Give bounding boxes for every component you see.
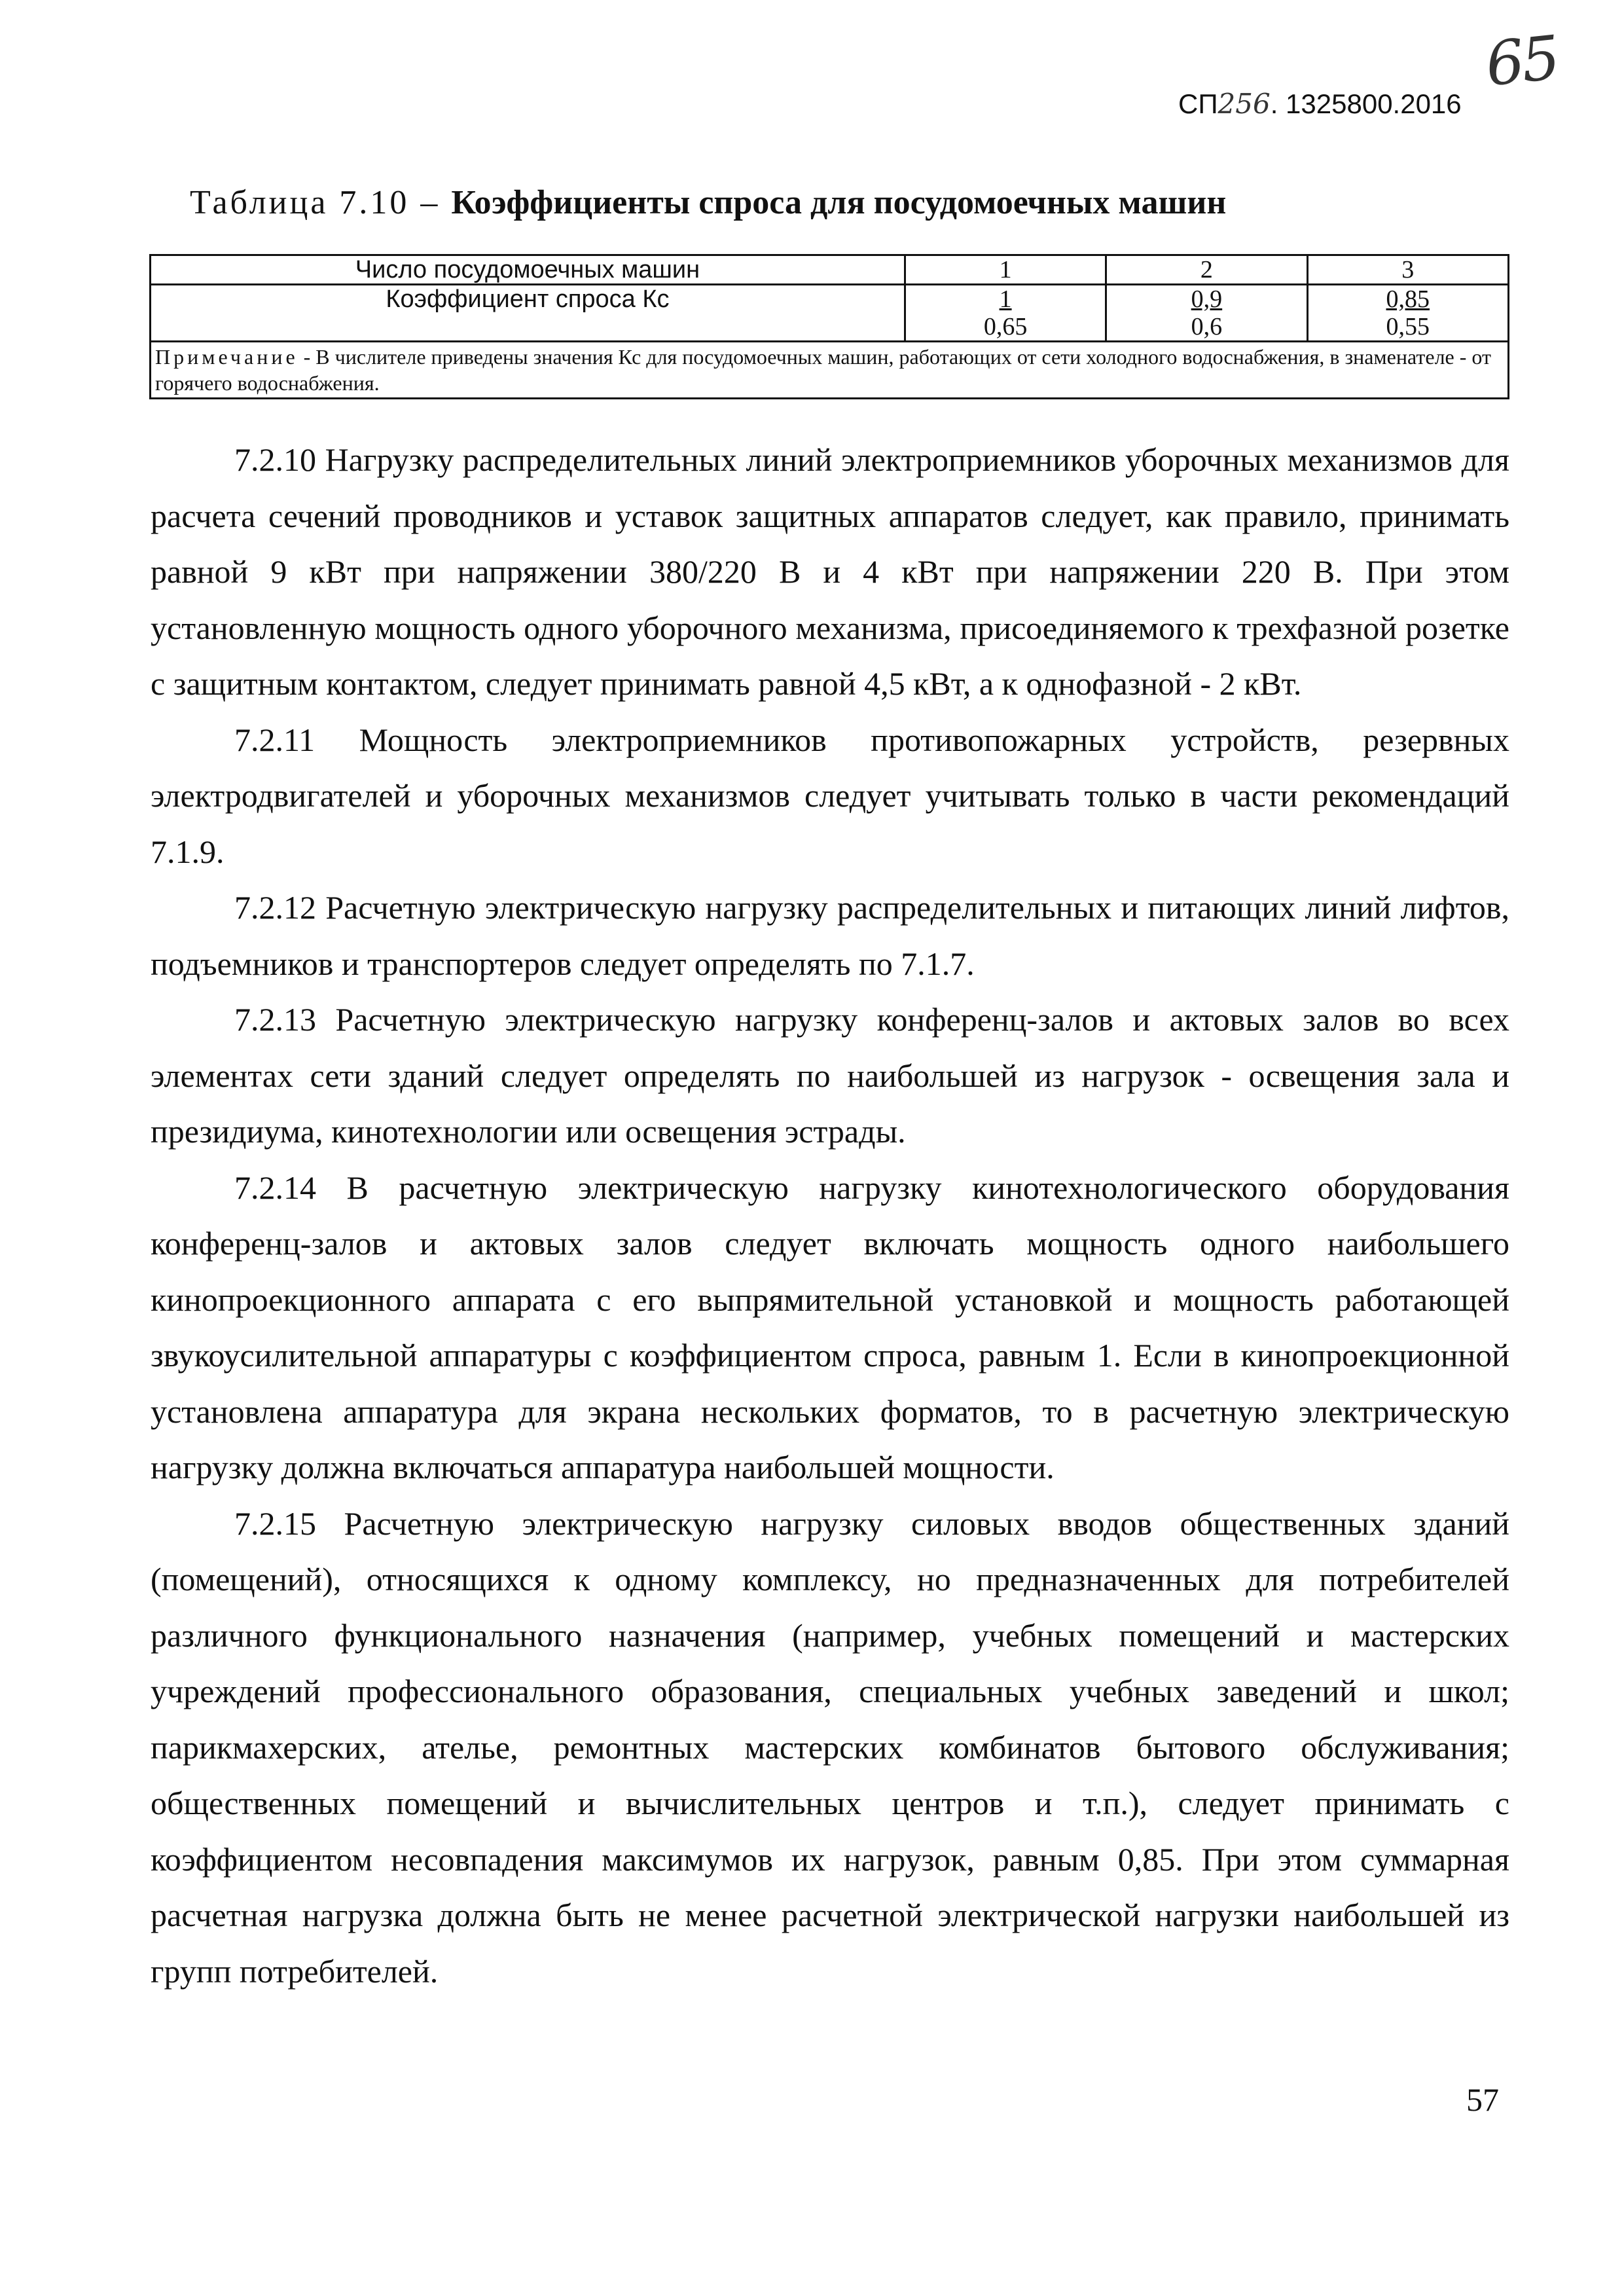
paragraph-7-2-12: 7.2.12 Расчетную электрическую нагрузку распределительных и питающих линий лифтов, подъемников и транспортеров следует определять по 7.1.7. — [151, 889, 1509, 982]
table-cell-label: Коэффициент спроса Кс — [151, 285, 905, 342]
table-caption — [190, 183, 1226, 222]
document-code-handwritten: 256 — [1218, 88, 1271, 120]
document-code-suffix: . 1325800.2016 — [1270, 88, 1462, 119]
table-cell-fraction — [905, 285, 1106, 342]
table-cell-fraction — [1307, 285, 1508, 342]
fraction-denominator: 0,55 — [1386, 313, 1430, 340]
fraction-numerator: 0,85 — [1386, 285, 1430, 313]
table-cell: 2 — [1106, 255, 1307, 285]
fraction-numerator: 0,9 — [1191, 285, 1223, 313]
document-code — [1178, 88, 1462, 120]
fraction-numerator: 1 — [999, 285, 1012, 313]
fraction — [1191, 285, 1223, 340]
table-caption-prefix: Таблица 7.10 – — [190, 184, 452, 221]
table-note — [151, 342, 1509, 399]
table-cell: 3 — [1307, 255, 1508, 285]
table-caption-title: Коэффициенты спроса для посудомоечных машин — [451, 184, 1227, 221]
paragraph-7-2-14: 7.2.14 В расчетную электрическую нагрузку кинотехнологического оборудования конференц-залов и актовых залов следует включать мощность одного наибольшего кинопроекционного аппарата с его выпрямительной установкой и мощность работающей звукоусилительной аппаратуры с коэффициентом спроса, равным 1. Если в кинопроекционной установлена аппаратура для экрана нескольких форматов, то в расчетную электрическую нагрузку должна включаться аппаратура наибольшей мощности. — [151, 1169, 1509, 1485]
table-row-note — [151, 342, 1509, 399]
body-text — [151, 432, 1509, 1999]
table-cell-label: Число посудомоечных машин — [151, 255, 905, 285]
paragraph-7-2-13: 7.2.13 Расчетную электрическую нагрузку конференц-залов и актовых залов во всех элементах сети зданий следует определять по наибольшей из нагрузок - освещения зала и президиума, кинотехнологии или освещения эстрады. — [151, 1001, 1509, 1150]
paragraph-7-2-15: 7.2.15 Расчетную электрическую нагрузку силовых вводов общественных зданий (помещений), относящихся к одному комплексу, но предназначенных для потребителей различного функционального назначения (например, учебных помещений и мастерских учреждений профессионального образования, специальных учебных заведений и школ; парикмахерских, ателье, ремонтных мастерских комбинатов бытового обслуживания; общественных помещений и вычислительных центров и т.п.), следует принимать с коэффициентом несовпадения максимумов их нагрузок, равным 0,85. При этом суммарная расчетная нагрузка должна быть не менее расчетной электрической нагрузки наибольшей из групп потребителей. — [151, 1504, 1509, 1990]
paragraph-7-2-10: 7.2.10 Нагрузку распределительных линий электроприемников уборочных механизмов для расчета сечений проводников и уставок защитных аппаратов следует, как правило, принимать равной 9 кВт при напряжении 380/220 В и 4 кВт при напряжении 220 В. При этом установленную мощность одного уборочного механизма, присоединяемого к трехфазной розетке с защитным контактом, следует принимать равной 4,5 кВт, а к однофазной - 2 кВт. — [151, 441, 1509, 702]
table-cell-fraction — [1106, 285, 1307, 342]
fraction-denominator: 0,65 — [983, 313, 1028, 340]
table-row — [151, 285, 1509, 342]
fraction — [1386, 285, 1430, 340]
page-number: 57 — [1466, 2081, 1499, 2118]
table-note-label: Примечание — [155, 345, 298, 369]
document-code-prefix: СП — [1178, 88, 1218, 119]
fraction — [984, 285, 1028, 340]
fraction-denominator: 0,6 — [1191, 313, 1223, 340]
table-cell: 1 — [905, 255, 1106, 285]
paragraph-7-2-11: 7.2.11 Мощность электроприемников противопожарных устройств, резервных электродвигателей и уборочных механизмов следует учитывать только в части рекомендаций 7.1.9. — [151, 721, 1509, 870]
handwritten-page-number: 65 — [1482, 22, 1561, 100]
table-note-text: - В числителе приведены значения Кс для посудомоечных машин, работающих от сети холодного водоснабжения, в знаменателе - от горячего водоснабжения. — [155, 345, 1491, 395]
demand-coefficient-table — [149, 254, 1509, 399]
table-row — [151, 255, 1509, 285]
